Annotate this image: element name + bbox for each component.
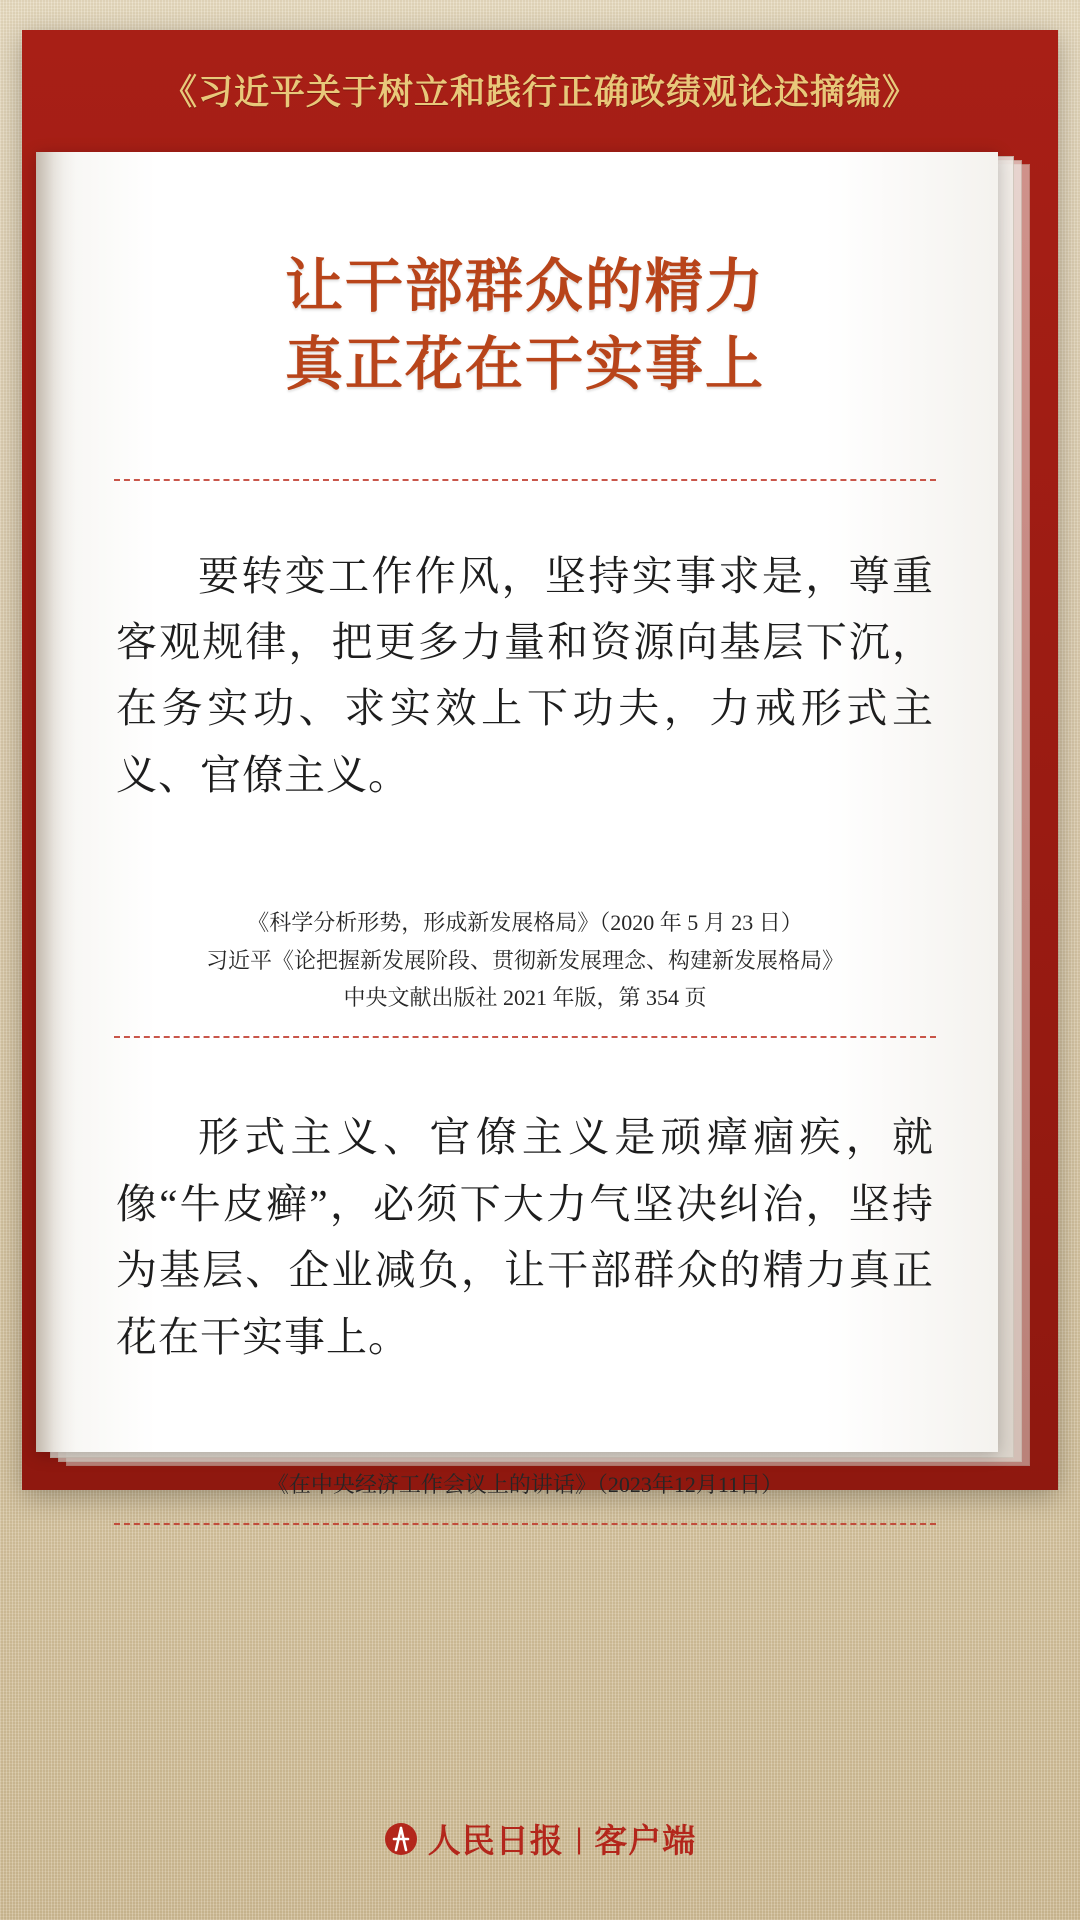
banner [22, 30, 1058, 150]
page-title-line-1: 让干部群众的精力 [284, 254, 765, 319]
people-daily-mark-icon [384, 1822, 418, 1856]
red-card [22, 30, 1058, 1498]
footer-product: 客户端 [594, 1824, 697, 1860]
page-content [98, 152, 952, 1498]
quote-source-1 [116, 808, 934, 1032]
divider-top [114, 479, 936, 481]
source-line: 中央文献出版社 2021 年版，第 354 页 [343, 985, 707, 1010]
source-line: 《在中央经济工作会议上的讲话》（2023年12月11日） [266, 1472, 784, 1498]
divider-middle [114, 1036, 936, 1038]
page-stack [30, 152, 1050, 1498]
footer-brand: 人民日报 [427, 1824, 564, 1860]
quote-text-2: 形式主义、官僚主义是顽瘴痼疾，就像“牛皮癣”，必须下大力气坚决纠治，坚持为基层、企业减负，让干部群众的精力真正花在干实事上。 [116, 1114, 934, 1360]
banner-title: 《习近平关于树立和践行正确政绩观论述摘编》 [161, 73, 918, 112]
quote-text-1: 要转变工作作风，坚持实事求是，尊重客观规律，把更多力量和资源向基层下沉，在务实功、求实效上下功夫，力戒形式主义、官僚主义。 [116, 552, 934, 798]
footer-logo [0, 1815, 1080, 1862]
source-line: 《科学分析形势，形成新发展格局》（2020 年 5 月 23 日） [247, 910, 803, 936]
footer-separator: | [575, 1821, 583, 1855]
page-title-line-2: 真正花在干实事上 [284, 332, 765, 398]
quote-source-2 [116, 1370, 934, 1519]
source-line: 习近平《论把握新发展阶段、贯彻新发展理念、构建新发展格局》 [205, 947, 844, 973]
divider-bottom [114, 1523, 936, 1525]
page [36, 152, 998, 1498]
page-spine-shadow [36, 152, 76, 1452]
page-title [98, 248, 952, 405]
